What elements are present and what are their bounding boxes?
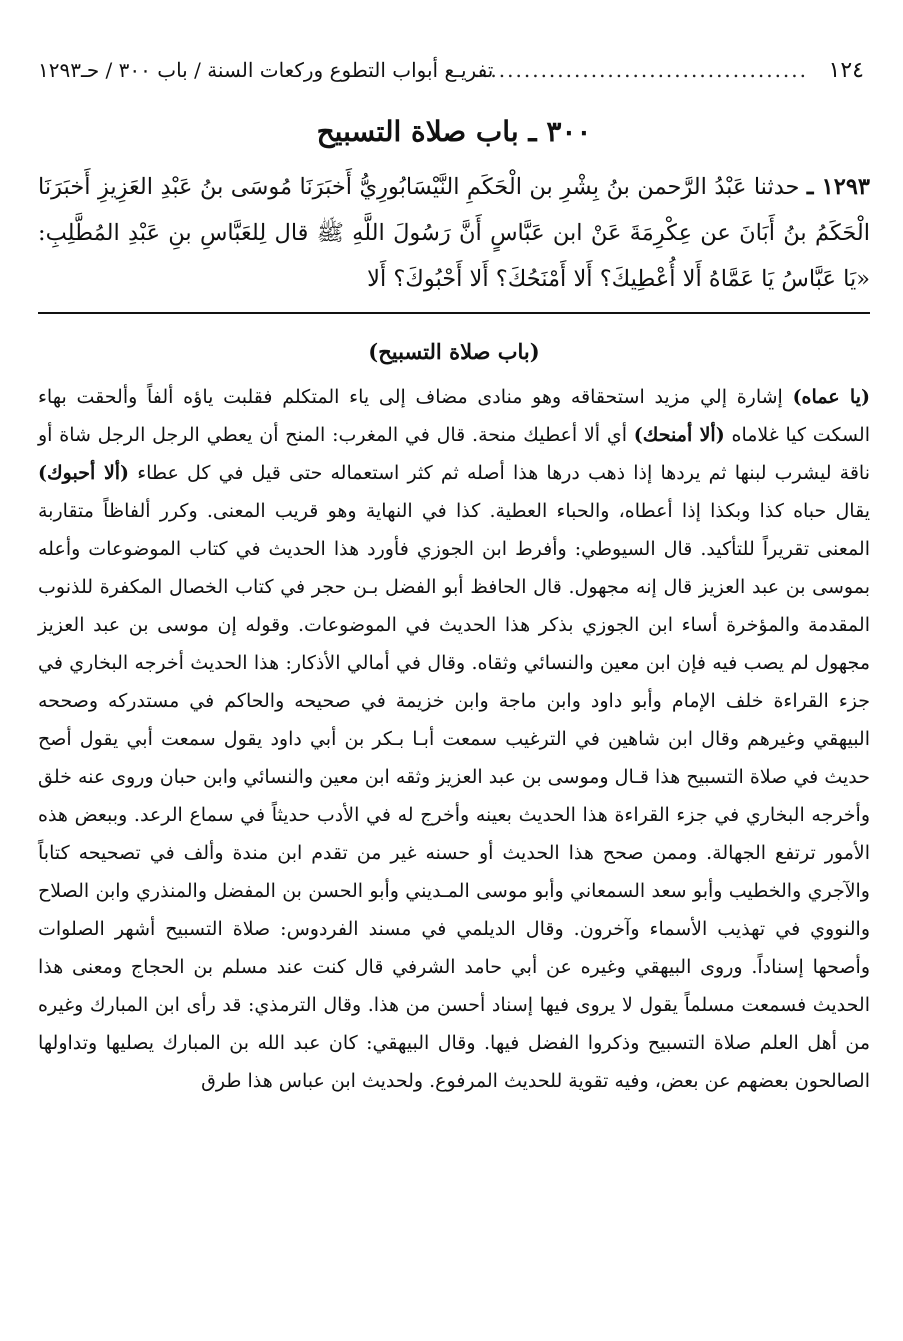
commentary-body (38, 378, 870, 1100)
commentary-segment: يقال حباه كذا وبكذا إذا أعطاه، والحباء العطية. كذا في النهاية وهو قريب المعنى. وكرر ألفاظاً متقاربة المعنى تقريراً للتأكيد. قال السيوطي: وأفرط ابن الجوزي فأورد هذا الحديث في كتاب الموضوعات وأعله بموسى بن عبد العزيز قال إنه مجهول. قال الحافظ أبو الفضل بـن حجر في كتاب الخصال المكفرة للذنوب المقدمة والمؤخرة أساء ابن الجوزي بذكر هذا الحديث في الموضوعات. وقوله إن موسى بن عبد العزيز مجهول لم يصب فيه فإن ابن معين والنسائي وثقاه. وقال في أمالي الأذكار: هذا الحديث أخرجه البخاري في جزء القراءة خلف الإمام وأبو داود وابن ماجة وابن خزيمة في صحيحه والحاكم في مستدركه وصححه البيهقي وغيرهم وقال ابن شاهين في الترغيب سمعت أبـا بـكر بن أبي داود يقول سمعت أبي يقول أصح حديث في صلاة التسبيح هذا قـال وموسى بن عبد العزيز وثقه ابن معين والنسائي وابن حبان وروى عنه خلق وأخرجه البخاري في جزء القراءة هذا الحديث بعينه وأخرج له في الأدب حديثاً في سماع الرعد. وببعض هذه الأمور ترتفع الجهالة. وممن صحح هذا الحديث أو حسنه غير من تقدم ابن مندة وألف في تصحيحه كتاباً والآجري والخطيب وأبو سعد السمعاني وأبو موسى المـديني وأبو الحسن بن المفضل والمنذري وابن الصلاح والنووي في تهذيب الأسماء وآخرون. وقال الديلمي في مسند الفردوس: صلاة التسبيح أشهر الصلوات وأصحها إسناداً. وروى البيهقي وغيره عن أبي حامد الشرفي قال كنت عند مسلم بن الحجاج ومعنى هذا الحديث فسمعت مسلماً يقول لا يروى فيها إسناد أحسن من هذا. وقال الترمذي: قد رأى ابن المبارك وغيره من أهل العلم صلاة التسبيح وذكروا الفضل فيها. وقال البيهقي: كان عبد الله بن المبارك يصليها وتداولها الصالحون بعضهم عن بعض، وفيه تقوية للحديث المرفوع. ولحديث ابن عباس هذا طرق (38, 500, 871, 1092)
chapter-title: ٣٠٠ ـ باب صلاة التسبيح (316, 115, 592, 148)
commentary-title: (باب صلاة التسبيح) (368, 339, 540, 364)
book-page (38, 52, 870, 1100)
commentary-segment: (يا عماه) (792, 386, 870, 408)
hadith-text (38, 164, 870, 302)
running-header (38, 52, 870, 92)
separator-line (38, 312, 870, 314)
commentary-segment: أي ألا أعطيك منحة. قال في المغرب: المنح أن يعطي الرجل الرجل شاة أو ناقة ليشرب لبنها ثم يردها إذا ذهب درها هذا أصله ثم كثر استعماله حتى قيل في كل عطاء (38, 424, 871, 484)
header-dot-leader: ........................................ (473, 58, 808, 82)
page-number: ١٢٤ (828, 58, 864, 83)
commentary-segment: إشارة إلي مزيد استحقاقه وهو منادى مضاف إلى ياء المتكلم فقلبت ياؤه ألفاً وألحقت بهاء السكت كيا غلاماه (38, 386, 870, 446)
hadith-body: حدثنا عَبْدُ الرَّحمن بنُ بِشْرِ بن الْحَكَمِ النَّيْسَابُورِيُّ أَخبَرَنَا مُوسَى بنُ عَبْدِ العَزِيزِ أَخبَرَنَا الْحَكَمُ بنُ أَبَانَ عن عِكْرِمَةَ عَنْ ابن عَبَّاسٍ أَنَّ رَسُولَ اللَّهِ ﷺ قال لِلعَبَّاسِ بنِ عَبْدِ المُطَّلِبِ: «يَا عَبَّاسُ يَا عَمَّاهُ أَلا أُعْطِيكَ؟ أَلا أَمْنَحُكَ؟ أَلا أَحْبُوكَ؟ أَلا (38, 174, 870, 292)
hadith-number: ١٢٩٣ ـ (806, 174, 870, 200)
commentary-segment: (ألا أمنحك) (633, 424, 725, 446)
commentary-segment: (ألا أحبوك) (38, 462, 130, 484)
running-title: تفريـع أبواب التطوع وركعات السنة / باب ٣٠٠ / حـ١٢٩٣ (38, 58, 494, 82)
